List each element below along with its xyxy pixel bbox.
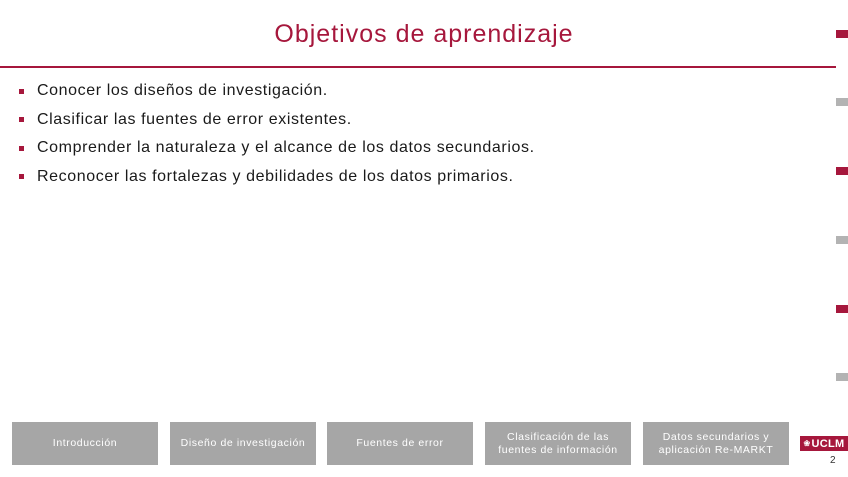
list-item	[19, 106, 535, 135]
nav-button-introduccion[interactable]: Introducción	[12, 422, 158, 465]
page-number: 2	[830, 455, 836, 466]
list-item	[19, 163, 535, 192]
list-item-text: Conocer los diseños de investigación.	[37, 82, 328, 100]
section-marker	[836, 167, 848, 175]
nav-button-datos-secundarios[interactable]: Datos secundarios y aplicación Re-MARKT	[643, 422, 789, 465]
bullet-square-icon	[19, 89, 24, 94]
bullet-square-icon	[19, 174, 24, 179]
objectives-list	[19, 77, 535, 191]
uclm-logo	[800, 436, 848, 451]
section-marker	[836, 98, 848, 106]
bullet-square-icon	[19, 146, 24, 151]
list-item	[19, 77, 535, 106]
list-item-text: Reconocer las fortalezas y debilidades de los datos primarios.	[37, 167, 514, 185]
section-marker	[836, 236, 848, 244]
nav-button-diseno-investigacion[interactable]: Diseño de investigación	[170, 422, 316, 465]
nav-button-fuentes-error[interactable]: Fuentes de error	[327, 422, 473, 465]
section-marker	[836, 30, 848, 38]
list-item	[19, 134, 535, 163]
section-marker	[836, 305, 848, 313]
nav-button-clasificacion-fuentes[interactable]: Clasificación de las fuentes de información	[485, 422, 631, 465]
section-marker	[836, 373, 848, 381]
list-item-text: Comprender la naturaleza y el alcance de los datos secundarios.	[37, 139, 535, 157]
title-divider	[0, 66, 836, 68]
emblem-icon: ❀	[803, 439, 811, 448]
list-item-text: Clasificar las fuentes de error existentes.	[37, 110, 352, 128]
bullet-square-icon	[19, 117, 24, 122]
logo-text: UCLM	[811, 437, 845, 450]
slide-title: Objetivos de aprendizaje	[274, 20, 574, 48]
